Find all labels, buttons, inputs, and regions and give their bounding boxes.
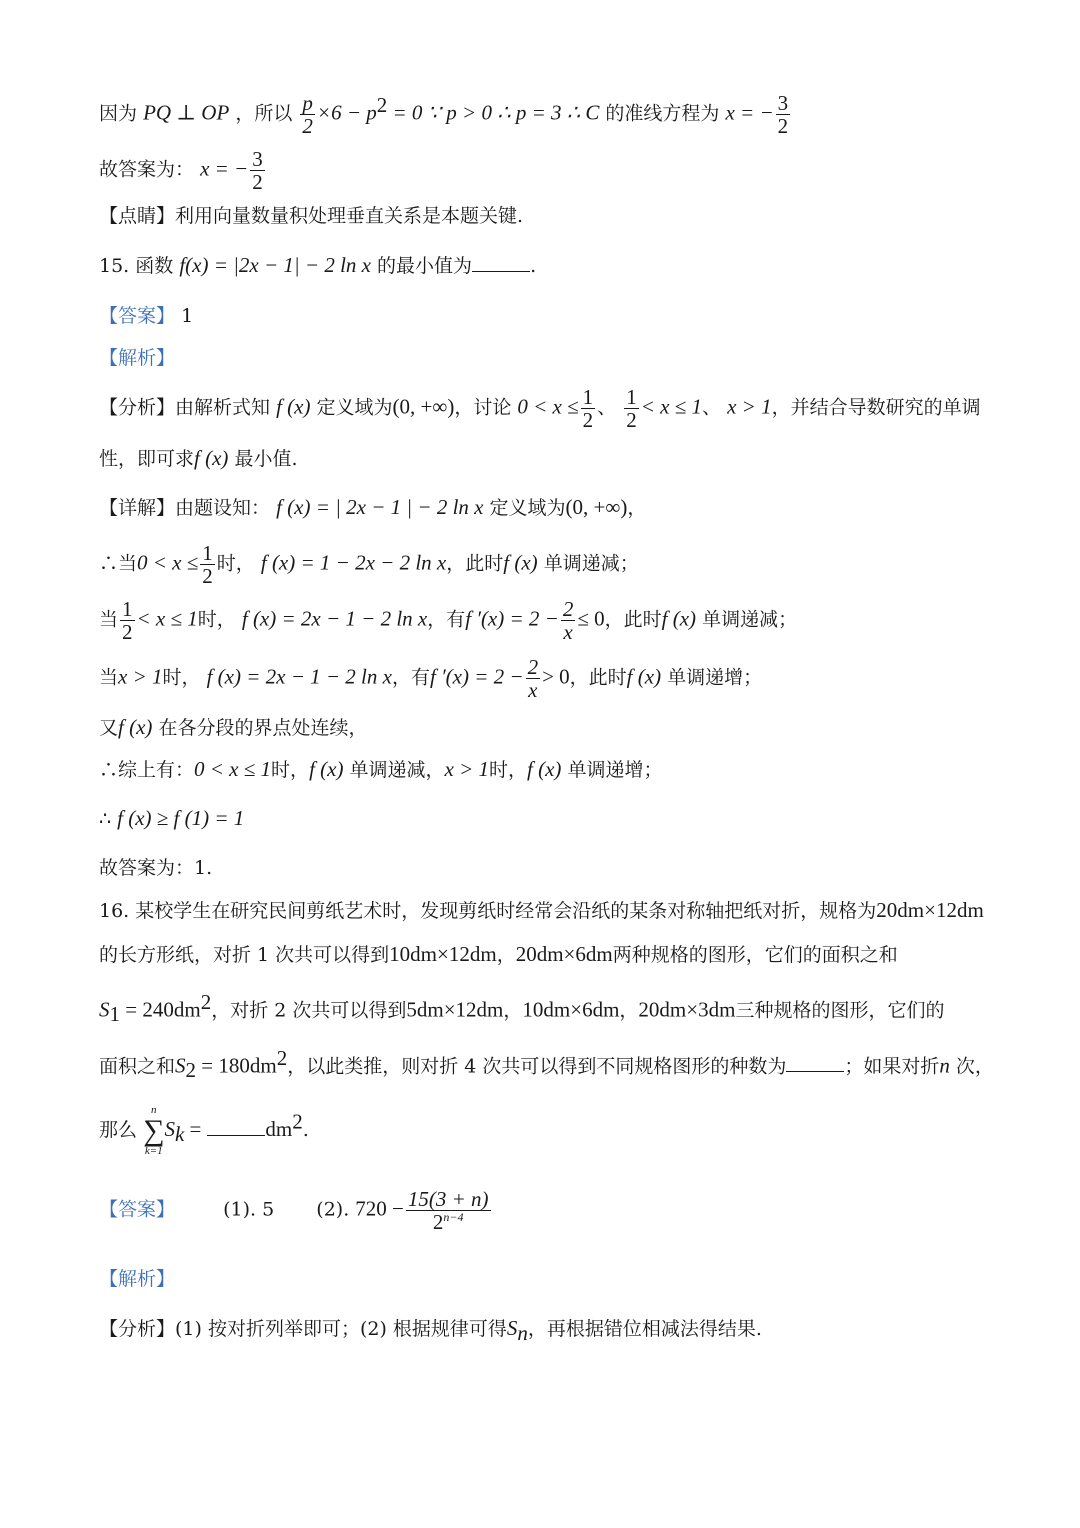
text: ， bbox=[503, 999, 523, 1022]
math: f (x) bbox=[309, 757, 344, 781]
text: ，此时 bbox=[604, 608, 662, 631]
line-2 bbox=[99, 148, 267, 193]
text: 15. 函数 bbox=[99, 255, 174, 277]
text: ，所以 bbox=[235, 102, 293, 125]
text: 【分析】(1) 按对折列举即可；(2) 根据规律可得 bbox=[99, 1318, 507, 1340]
math: = 240dm bbox=[120, 997, 201, 1022]
text: ，此时 bbox=[446, 552, 504, 575]
numerator: 3 bbox=[777, 91, 789, 115]
xiangjie-15-cont bbox=[99, 717, 367, 738]
text: 单调递减； bbox=[696, 608, 798, 631]
text: 、 bbox=[597, 396, 617, 419]
text: 的最小值为 bbox=[371, 255, 473, 277]
math: 720 − bbox=[355, 1196, 404, 1221]
math: 0 < x ≤ 1 bbox=[194, 757, 272, 781]
numerator: 1 bbox=[202, 541, 213, 565]
question-16-line-2 bbox=[99, 944, 898, 965]
math: S bbox=[506, 1316, 518, 1340]
fraction bbox=[300, 92, 315, 137]
fenxi-15-cont bbox=[99, 448, 298, 469]
denominator: 2 bbox=[582, 408, 594, 433]
math: 20dm×12dm bbox=[876, 898, 984, 922]
text: 单调递减； bbox=[537, 552, 639, 575]
sup: n−4 bbox=[443, 1210, 464, 1225]
math: S bbox=[99, 997, 110, 1022]
text: 面积之和 bbox=[99, 1055, 176, 1078]
sup: 2 bbox=[200, 990, 212, 1014]
xiangjie-15 bbox=[99, 497, 646, 518]
text: ，有 bbox=[427, 608, 466, 631]
denominator: 2 bbox=[432, 1210, 444, 1235]
sum-upper: n bbox=[151, 1104, 157, 1116]
question-16-line-5 bbox=[99, 1105, 309, 1157]
math: 5dm×12dm bbox=[406, 997, 504, 1022]
line-3 bbox=[99, 207, 523, 226]
numerator: 1 bbox=[582, 385, 594, 409]
text: 因为 bbox=[99, 102, 138, 125]
xiangjie-15-case3 bbox=[99, 656, 762, 701]
text: 在各分段的界点处连续， bbox=[152, 717, 368, 739]
analysis-tag: 【解析】 bbox=[99, 347, 176, 369]
denominator: 2 bbox=[302, 114, 313, 139]
denominator: 2 bbox=[252, 170, 263, 195]
numerator: 2 bbox=[527, 655, 539, 679]
denominator: x bbox=[563, 620, 573, 645]
text: 【点睛】利用向量数量积处理垂直关系是本题关键. bbox=[99, 205, 524, 227]
answer-tag: 【答案】 bbox=[99, 1198, 176, 1221]
denominator: 2 bbox=[626, 408, 637, 433]
fraction bbox=[120, 598, 135, 643]
fraction bbox=[406, 1188, 491, 1233]
text: 时， bbox=[489, 759, 528, 781]
question-15 bbox=[99, 255, 536, 276]
math: f ′(x) = 2 − bbox=[429, 664, 524, 689]
sum-sigma: ∑ bbox=[143, 1114, 165, 1147]
summation bbox=[143, 1105, 164, 1157]
text: 两种规格的图形，它们的面积之和 bbox=[612, 944, 898, 966]
fenxi-16 bbox=[99, 1318, 762, 1344]
numerator: p bbox=[302, 91, 313, 115]
sub: 1 bbox=[109, 1002, 120, 1027]
math: = 180dm bbox=[196, 1053, 277, 1078]
sum-lower: k=1 bbox=[144, 1145, 163, 1157]
answer-15 bbox=[99, 307, 193, 326]
math: 0 < x ≤ bbox=[137, 550, 199, 575]
math: (0, +∞) bbox=[392, 394, 455, 419]
sub: k bbox=[174, 1121, 185, 1146]
text: . bbox=[302, 1119, 309, 1141]
text: 当 bbox=[99, 608, 119, 631]
xiangjie-15-summary bbox=[99, 759, 662, 780]
math: 20dm×3dm bbox=[638, 997, 736, 1022]
math: f (x) bbox=[626, 664, 662, 689]
math: 10dm×6dm bbox=[522, 997, 620, 1022]
math: f (x) bbox=[527, 757, 562, 781]
denominator: 2 bbox=[202, 564, 213, 589]
math: n bbox=[939, 1053, 950, 1078]
text: ， bbox=[496, 944, 516, 966]
question-16-line-1 bbox=[99, 900, 984, 921]
math: f (x) ≥ f (1) = 1 bbox=[117, 806, 245, 830]
text: 时， bbox=[162, 666, 201, 689]
math: S bbox=[175, 1053, 186, 1078]
numerator: 1 bbox=[626, 385, 637, 409]
math: f bbox=[179, 253, 186, 277]
text: ，对折 2 次共可以得到 bbox=[211, 999, 407, 1022]
math: dm bbox=[265, 1117, 293, 1141]
math: x > 1 bbox=[727, 394, 772, 419]
math: f (x) = 2x − 1 − 2 ln x bbox=[206, 664, 392, 689]
math: ×6 − p bbox=[316, 100, 377, 125]
part-label: (2). bbox=[316, 1198, 350, 1221]
math: = bbox=[184, 1117, 202, 1141]
text: 的长方形纸，对折 1 次共可以得到 bbox=[99, 944, 390, 966]
text: 单调递增； bbox=[661, 666, 763, 689]
fraction bbox=[526, 656, 541, 701]
math: f (x) bbox=[661, 606, 697, 631]
text: 时， bbox=[216, 552, 255, 575]
answer-blank bbox=[786, 1070, 844, 1072]
sup: 2 bbox=[276, 1046, 288, 1070]
text: 的准线方程为 bbox=[599, 102, 720, 125]
fraction bbox=[624, 386, 639, 431]
math: (x) bbox=[185, 253, 209, 277]
numerator: 3 bbox=[252, 147, 263, 171]
text: 【详解】由题设知： bbox=[99, 497, 271, 519]
fraction bbox=[561, 598, 576, 643]
math: S bbox=[164, 1117, 175, 1141]
math: f (x) bbox=[503, 550, 538, 575]
line-1 bbox=[99, 92, 792, 137]
text: ，讨论 bbox=[454, 396, 512, 419]
fraction bbox=[200, 542, 215, 587]
denominator: x bbox=[528, 678, 538, 703]
sup: 2 bbox=[292, 1109, 303, 1134]
analysis-15-tag bbox=[99, 349, 175, 368]
text: ∴当 bbox=[99, 552, 138, 575]
answer-tag: 【答案】 bbox=[99, 305, 176, 327]
text: ，并结合导数研究的单调 bbox=[771, 396, 981, 419]
question-16-line-4 bbox=[99, 1048, 994, 1081]
analysis-tag: 【解析】 bbox=[99, 1268, 176, 1290]
analysis-16-tag bbox=[99, 1270, 175, 1289]
xiangjie-15-answer bbox=[99, 859, 212, 878]
text: ，再根据错位相减法得结果. bbox=[527, 1318, 762, 1340]
sub: 2 bbox=[185, 1058, 197, 1083]
text: 故答案为：1. bbox=[99, 857, 213, 879]
numerator: 2 bbox=[562, 597, 574, 621]
math: 20dm×6dm bbox=[515, 942, 613, 966]
answer-value: 5 bbox=[262, 1198, 275, 1221]
fraction bbox=[581, 386, 596, 431]
denominator: 2 bbox=[777, 114, 789, 139]
math: > 0 bbox=[542, 664, 570, 689]
numerator: 15(3 + n) bbox=[407, 1187, 489, 1211]
fenxi-15 bbox=[99, 386, 981, 431]
math: PQ ⊥ OP bbox=[143, 100, 230, 125]
text: 性，即可求 bbox=[99, 448, 195, 470]
math: x = − bbox=[725, 100, 774, 125]
math: f (x) bbox=[118, 715, 153, 739]
math: = |2x − 1| − 2 ln x bbox=[208, 253, 372, 277]
text: 时， bbox=[197, 608, 236, 631]
text: 单调递减， bbox=[343, 759, 445, 781]
xiangjie-15-case2 bbox=[99, 598, 797, 643]
math: x = − bbox=[200, 156, 249, 181]
fraction bbox=[250, 148, 265, 193]
question-16-line-3 bbox=[99, 992, 944, 1025]
text: 故答案为： bbox=[99, 158, 195, 181]
math: (0, +∞) bbox=[565, 495, 628, 519]
text: ∴ bbox=[99, 808, 112, 830]
text: 、 bbox=[702, 396, 722, 419]
text: ， bbox=[619, 999, 639, 1022]
math: x > 1 bbox=[444, 757, 490, 781]
denominator: 2 bbox=[122, 620, 133, 645]
text: 次， bbox=[949, 1055, 994, 1078]
math: f (x) bbox=[276, 394, 311, 419]
text: 当 bbox=[99, 666, 119, 689]
text: 定义域为 bbox=[483, 497, 566, 519]
math: C bbox=[585, 100, 600, 125]
math: f ′(x) = 2 − bbox=[465, 606, 559, 631]
part-label: (1). bbox=[223, 1198, 257, 1221]
text: 又 bbox=[99, 717, 119, 739]
math: f (x) = | 2x − 1 | − 2 ln x bbox=[276, 495, 484, 519]
numerator: 1 bbox=[122, 597, 133, 621]
text: 单调递增； bbox=[561, 759, 663, 781]
text: ；如果对折 bbox=[844, 1055, 940, 1078]
math: f (x) = 2x − 1 − 2 ln x bbox=[241, 606, 428, 631]
math: 0 < x ≤ bbox=[517, 394, 579, 419]
text: ，有 bbox=[391, 666, 430, 689]
sub: n bbox=[517, 1320, 528, 1345]
answer-blank bbox=[207, 1134, 265, 1136]
text: 【分析】由解析式知 bbox=[99, 396, 271, 419]
xiangjie-15-case1 bbox=[99, 542, 639, 587]
math: f (x) = 1 − 2x − 2 ln x bbox=[260, 550, 447, 575]
text: ，以此类推，则对折 4 次共可以得到不同规格图形的种数为 bbox=[287, 1055, 787, 1078]
text: ∴综上有： bbox=[99, 759, 195, 781]
answer-blank bbox=[472, 270, 530, 272]
xiangjie-15-conclusion bbox=[99, 808, 244, 829]
answer-value: 1 bbox=[181, 305, 194, 327]
text: . bbox=[530, 255, 537, 277]
text: 最小值. bbox=[228, 448, 298, 470]
math: x > 1 bbox=[118, 664, 163, 689]
text: ，此时 bbox=[569, 666, 627, 689]
text: 16. 某校学生在研究民间剪纸艺术时，发现剪纸时经常会沿纸的某条对称轴把纸对折，规格为 bbox=[99, 900, 877, 922]
math: 10dm×12dm bbox=[389, 942, 497, 966]
text: 那么 bbox=[99, 1119, 138, 1141]
fraction bbox=[776, 92, 791, 137]
text: ， bbox=[627, 497, 647, 519]
math: < x ≤ 1 bbox=[640, 394, 703, 419]
text: 三种规格的图形，它们的 bbox=[735, 999, 945, 1022]
answer-16 bbox=[99, 1188, 493, 1233]
math: = 0 ∵ p > 0 ∴ p = 3 ∴ bbox=[387, 100, 586, 125]
math: ≤ 0 bbox=[577, 606, 605, 631]
math: < x ≤ 1 bbox=[136, 606, 198, 631]
text: 定义域为 bbox=[310, 396, 393, 419]
text: 时， bbox=[271, 759, 310, 781]
math: f (x) bbox=[194, 446, 229, 470]
sup: 2 bbox=[376, 93, 388, 118]
